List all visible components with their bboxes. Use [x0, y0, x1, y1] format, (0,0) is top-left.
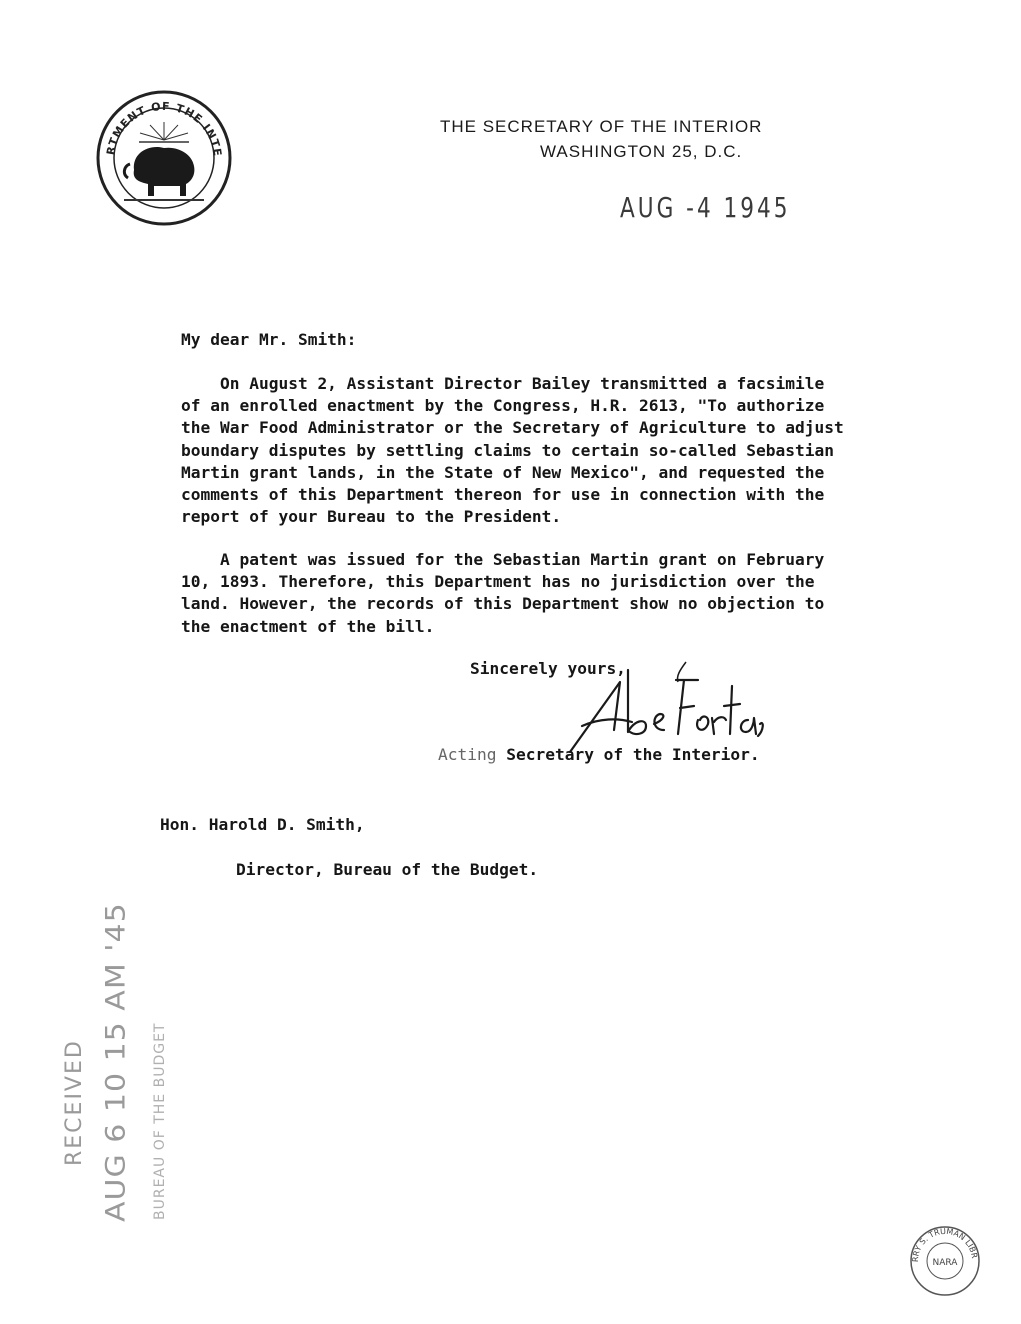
addressee-title: Director, Bureau of the Budget. — [236, 860, 539, 879]
paragraph-line: 10, 1893. Therefore, this Department has no jurisdiction over the — [181, 572, 815, 592]
paragraph-2 — [181, 549, 824, 638]
signature-title-text: Secretary of the Interior. — [496, 745, 760, 764]
salutation: My dear Mr. Smith: — [181, 330, 357, 349]
paragraph-line: the War Food Administrator or the Secretary of Agriculture to adjust — [181, 418, 844, 438]
date-stamp: AUG -4 1945 — [620, 191, 791, 225]
svg-text:HARRY S. TRUMAN LIBRARY: RRY S. TRUMAN LIBR — [910, 1226, 979, 1263]
paragraph-line: boundary disputes by settling claims to certain so-called Sebastian — [181, 440, 834, 460]
paragraph-line: A patent was issued for the Sebastian Martin grant on February — [181, 550, 825, 569]
paragraph-line: Martin grant lands, in the State of New Mexico", and requested the — [181, 462, 825, 482]
svg-text:NARA: NARA — [932, 1258, 958, 1268]
paragraph-line: comments of this Department thereon for use in connection with the — [181, 485, 825, 505]
library-stamp — [908, 1224, 982, 1298]
department-seal — [94, 88, 234, 228]
letterhead-line-1: THE SECRETARY OF THE INTERIOR — [440, 117, 763, 136]
signature-title — [438, 744, 760, 766]
received-stamp-datetime: AUG 6 10 15 AM '45 — [100, 902, 132, 1222]
received-stamp-office: BUREAU OF THE BUDGET — [152, 1022, 168, 1220]
bison-seal-icon — [94, 88, 234, 228]
closing: Sincerely yours, — [470, 659, 626, 678]
addressee-name: Hon. Harold D. Smith, — [160, 815, 365, 834]
signature-title-prefix: Acting — [438, 745, 497, 764]
letterhead-line-2: WASHINGTON 25, D.C. — [540, 142, 743, 161]
svg-text:DEPARTMENT OF THE INTERIOR: RTMENT OF THE INTE — [104, 99, 225, 158]
received-stamp — [40, 902, 180, 1230]
paragraph-1 — [181, 373, 844, 528]
paragraph-line: report of your Bureau to the President. — [181, 507, 562, 527]
paragraph-line: land. However, the records of this Department show no objection to — [181, 594, 825, 614]
paragraph-line: of an enrolled enactment by the Congress, H.R. 2613, "To authorize — [181, 396, 825, 416]
paragraph-line: the enactment of the bill. — [181, 616, 435, 636]
received-stamp-word: RECEIVED — [62, 1039, 87, 1166]
paragraph-line: On August 2, Assistant Director Bailey transmitted a facsimile — [181, 374, 825, 393]
